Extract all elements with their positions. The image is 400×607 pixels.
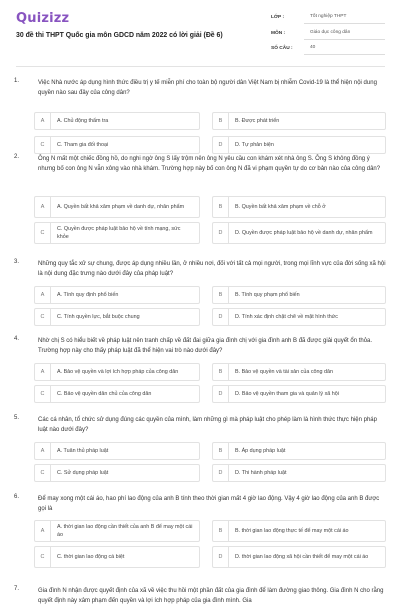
question-2 <box>10 154 390 246</box>
option-b[interactable] <box>212 442 386 460</box>
option-text: C. Bảo vệ quyền dân chủ của công dân <box>57 391 152 397</box>
question-number: 6. <box>14 494 20 500</box>
option-text: C. Tham gia đối thoại <box>57 142 109 148</box>
option-a[interactable] <box>34 196 200 218</box>
option-c[interactable] <box>34 136 200 154</box>
option-text: C. thời gian lao động cá biệt <box>57 554 125 560</box>
option-letter: A <box>35 287 51 303</box>
option-letter: B <box>213 364 229 380</box>
option-text: B. thời gian lao động thực tế để may một cái áo <box>235 528 349 534</box>
question-text: Nhờ chị S có hiểu biết về pháp luật nên tranh chấp về đất đai giữa gia đình chị với gia đình anh B đã được giải quyết ổn thỏa. Trường hợp này cho thấy pháp luật đã thể hiện vai trò nào dưới đây? <box>38 338 373 355</box>
option-letter: A <box>35 197 51 217</box>
option-letter: D <box>213 137 229 153</box>
option-text: A. Chủ động thẩm tra <box>57 118 109 124</box>
option-text: C. Quyền được pháp luật bảo hộ về tính mạng, sức khỏe <box>57 226 181 240</box>
option-text: D. Tính xác định chặt chẽ về mặt hình thức <box>235 314 338 320</box>
option-letter: B <box>213 113 229 129</box>
option-d[interactable] <box>212 222 386 244</box>
option-b[interactable] <box>212 112 386 130</box>
meta-value: Tốt nghiệp THPT <box>304 11 385 24</box>
option-letter: C <box>35 547 51 567</box>
question-text: Để may xong một cái áo, hao phí lao động của anh B tính theo thời gian mất 4 giờ lao động. Vậy 4 giờ lao động của anh B được gọi là <box>38 496 380 513</box>
option-text: B. Quyền bất khả xâm phạm về chỗ ở <box>235 204 326 210</box>
question-6 <box>10 494 390 574</box>
meta-value: 40 <box>304 42 385 55</box>
option-letter: B <box>213 287 229 303</box>
option-letter: C <box>35 137 51 153</box>
option-letter: A <box>35 364 51 380</box>
option-d[interactable] <box>212 385 386 403</box>
meta-label: SỐ CÂU : <box>271 46 293 51</box>
header <box>0 0 400 70</box>
option-d[interactable] <box>212 136 386 154</box>
option-text: A. thời gian lao động cần thiết của anh B để may một cái áo <box>57 524 193 538</box>
question-text: Gia đình N nhận được quyết định của xã về việc thu hồi một phần đất của gia đình để làm đường giao thông. Gia đình N cho rằng quyết định này xâm phạm đến quyền và lợi ích hợp pháp của gia đình mình. Gia <box>38 588 384 605</box>
question-number: 2. <box>14 154 20 160</box>
option-a[interactable] <box>34 112 200 130</box>
option-a[interactable] <box>34 520 200 542</box>
option-text: D. thời gian lao động xã hội cần thiết để may một cái áo <box>235 554 369 560</box>
option-b[interactable] <box>212 196 386 218</box>
question-text: Việc Nhà nước áp dụng hình thức điều trị y tế miễn phí cho toàn bộ người dân Việt Nam bị nhiễm Covid-19 là thể hiện nội dung quyền nào sau đây của công dân? <box>38 80 377 97</box>
option-letter: D <box>213 465 229 481</box>
question-3 <box>10 259 390 329</box>
option-c[interactable] <box>34 308 200 326</box>
option-c[interactable] <box>34 222 200 244</box>
question-number: 4. <box>14 336 20 342</box>
option-b[interactable] <box>212 286 386 304</box>
option-d[interactable] <box>212 464 386 482</box>
option-letter: B <box>213 197 229 217</box>
meta-panel <box>271 11 385 58</box>
option-text: C. Sử dụng pháp luật <box>57 470 109 476</box>
meta-label: MÔN : <box>271 30 286 36</box>
option-text: A. Tuân thủ pháp luật <box>57 448 109 454</box>
option-text: A. Bảo vệ quyền và lợi ích hợp pháp của công dân <box>57 369 179 375</box>
option-text: C. Tính quyền lực, bắt buộc chung <box>57 314 140 320</box>
option-letter: A <box>35 521 51 541</box>
question-text: Ông N mất một chiếc đồng hồ, do nghi ngờ ông S lấy trộm nên ông N yêu cầu con khám xét nhà ông S. Ông S không đồng ý nhưng bố con ông N vẫn xông vào nhà khám. Trường hợp này bố con ông N đã vi phạm quyền tự do cơ bản nào của công dân? <box>38 156 381 173</box>
option-a[interactable] <box>34 442 200 460</box>
option-text: D. Thi hành pháp luật <box>235 470 287 476</box>
quizizz-logo: Quizizz <box>16 11 70 26</box>
option-c[interactable] <box>34 546 200 568</box>
option-letter: B <box>213 521 229 541</box>
option-text: B. Áp dụng pháp luật <box>235 448 286 454</box>
meta-row-subject <box>271 27 385 40</box>
question-4 <box>10 336 390 406</box>
question-number: 7. <box>14 586 20 592</box>
question-number: 5. <box>14 415 20 421</box>
option-text: A. Quyền bất khả xâm phạm về danh dự, nhân phẩm <box>57 204 185 210</box>
meta-row-class <box>271 11 385 24</box>
question-1 <box>10 78 390 160</box>
meta-row-count <box>271 42 385 55</box>
option-d[interactable] <box>212 546 386 568</box>
option-letter: D <box>213 547 229 567</box>
document-title: 30 đề thi THPT Quốc gia môn GDCD năm 2022 có lời giải (Đề 6) <box>16 32 223 39</box>
option-b[interactable] <box>212 363 386 381</box>
question-number: 1. <box>14 78 20 84</box>
option-c[interactable] <box>34 464 200 482</box>
option-text: A. Tính quy định phổ biến <box>57 292 119 298</box>
option-letter: C <box>35 386 51 402</box>
option-letter: D <box>213 223 229 243</box>
option-text: B. Bảo vệ quyền và tài sản của công dân <box>235 369 333 375</box>
option-a[interactable] <box>34 363 200 381</box>
question-number: 3. <box>14 259 20 265</box>
option-text: D. Tự phản biện <box>235 142 274 148</box>
option-letter: C <box>35 309 51 325</box>
meta-value: Giáo dục công dân <box>304 27 385 40</box>
option-text: D. Bảo vệ quyền tham gia và quản lý xã hội <box>235 391 339 397</box>
question-text: Những quy tắc xử sự chung, được áp dụng nhiều lần, ở nhiều nơi, đối với tất cả mọi người, trong mọi lĩnh vực của đời sống xã hội là nội dung đặc trưng nào dưới đây của pháp luật? <box>38 261 386 278</box>
option-d[interactable] <box>212 308 386 326</box>
option-letter: A <box>35 113 51 129</box>
option-b[interactable] <box>212 520 386 542</box>
option-letter: D <box>213 309 229 325</box>
option-letter: D <box>213 386 229 402</box>
option-letter: A <box>35 443 51 459</box>
header-divider <box>16 66 385 67</box>
option-a[interactable] <box>34 286 200 304</box>
meta-label: LỚP : <box>271 15 285 20</box>
option-letter: C <box>35 223 51 243</box>
option-text: D. Quyền được pháp luật bảo hộ về danh dự, nhân phẩm <box>235 230 373 236</box>
question-5 <box>10 415 390 485</box>
option-letter: B <box>213 443 229 459</box>
option-text: B. Được phát triển <box>235 118 280 124</box>
option-c[interactable] <box>34 385 200 403</box>
option-letter: C <box>35 465 51 481</box>
question-7 <box>10 586 390 605</box>
option-text: B. Tính quy phạm phổ biến <box>235 292 300 298</box>
question-text: Các cá nhân, tổ chức sử dụng đúng các quyền của mình, làm những gì mà pháp luật cho phép làm là hình thức thực hiện pháp luật nào dưới đây? <box>38 417 377 434</box>
